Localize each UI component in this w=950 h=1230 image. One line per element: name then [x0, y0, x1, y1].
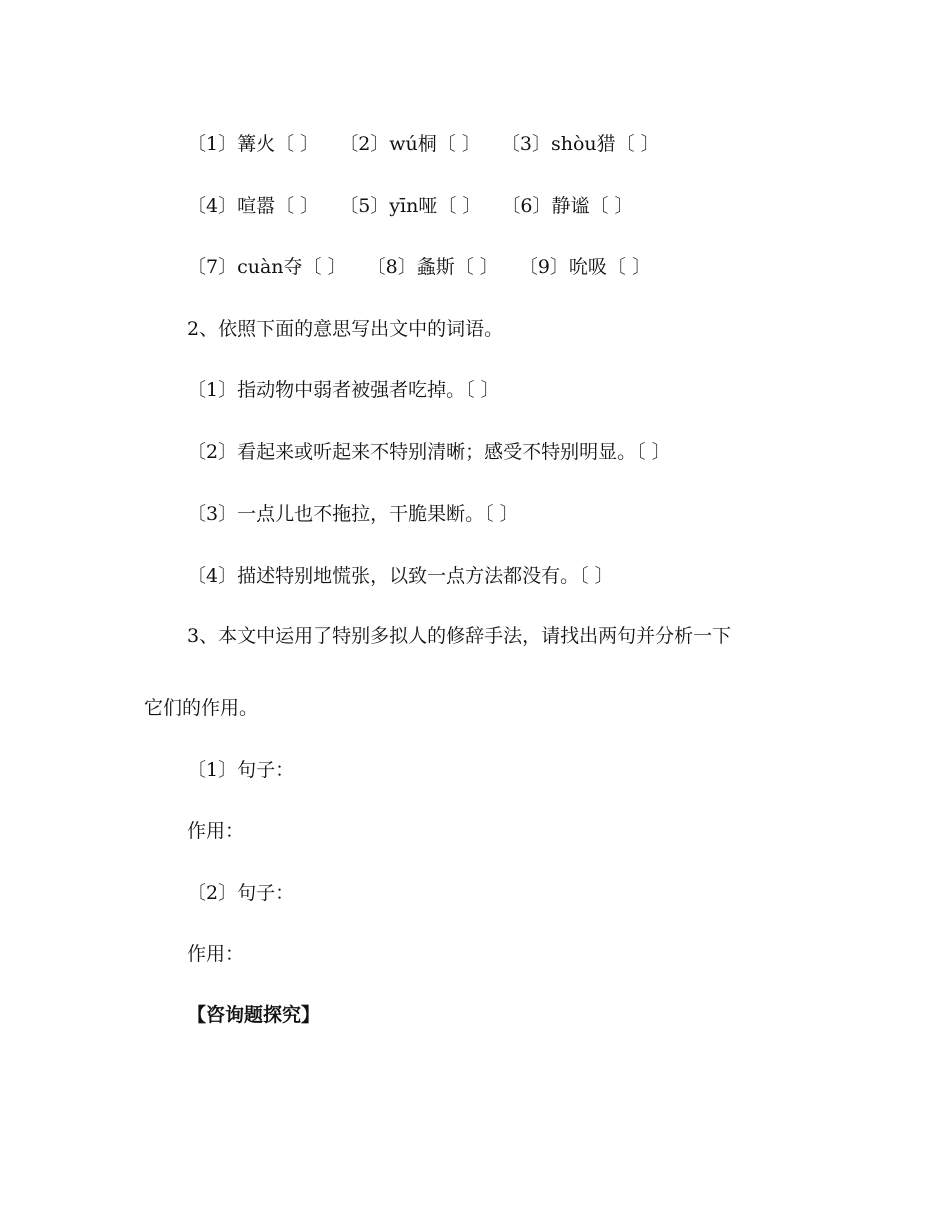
pinyin-item: 〔1〕篝火〔 〕 — [187, 133, 320, 155]
pinyin-item: 〔9〕吮吸〔 〕 — [518, 256, 651, 278]
pinyin-item: 〔2〕wú桐〔 〕 — [339, 133, 481, 155]
question-2-item-1: 〔1〕指动物中弱者被强者吃掉。〔 〕 — [187, 379, 500, 401]
question-2-item-3: 〔3〕一点儿也不拖拉，干脆果断。〔 〕 — [187, 503, 519, 525]
pinyin-row-1 — [187, 131, 660, 157]
pinyin-item: 〔5〕yīn哑〔 〕 — [339, 195, 482, 217]
pinyin-row-3 — [187, 254, 651, 280]
question-3-effect-1: 作用： — [187, 820, 245, 842]
question-3-prompt-line-1: 3、本文中运用了特别多拟人的修辞手法，请找出两句并分析一下 — [187, 625, 732, 647]
question-3-sentence-2: 〔2〕句子： — [187, 882, 295, 904]
section-heading: 【咨询题探究】 — [187, 1004, 321, 1026]
pinyin-item: 〔7〕cuàn夺〔 〕 — [187, 256, 347, 278]
question-2-item-2: 〔2〕看起来或听起来不特别清晰；感受不特别明显。〔 〕 — [187, 441, 671, 463]
question-3-effect-2: 作用： — [187, 943, 245, 965]
pinyin-item: 〔4〕喧嚣〔 〕 — [187, 195, 320, 217]
pinyin-item: 〔6〕静谧〔 〕 — [501, 195, 634, 217]
pinyin-item: 〔8〕螽斯〔 〕 — [366, 256, 499, 278]
question-3-prompt-line-2: 它们的作用。 — [144, 697, 259, 719]
question-2-item-4: 〔4〕描述特别地慌张，以致一点方法都没有。〔 〕 — [187, 565, 614, 587]
pinyin-row-2 — [187, 193, 634, 219]
question-2-prompt: 2、依照下面的意思写出文中的词语。 — [187, 318, 504, 340]
question-3-sentence-1: 〔1〕句子： — [187, 759, 295, 781]
pinyin-item: 〔3〕shòu猎〔 〕 — [500, 133, 660, 155]
